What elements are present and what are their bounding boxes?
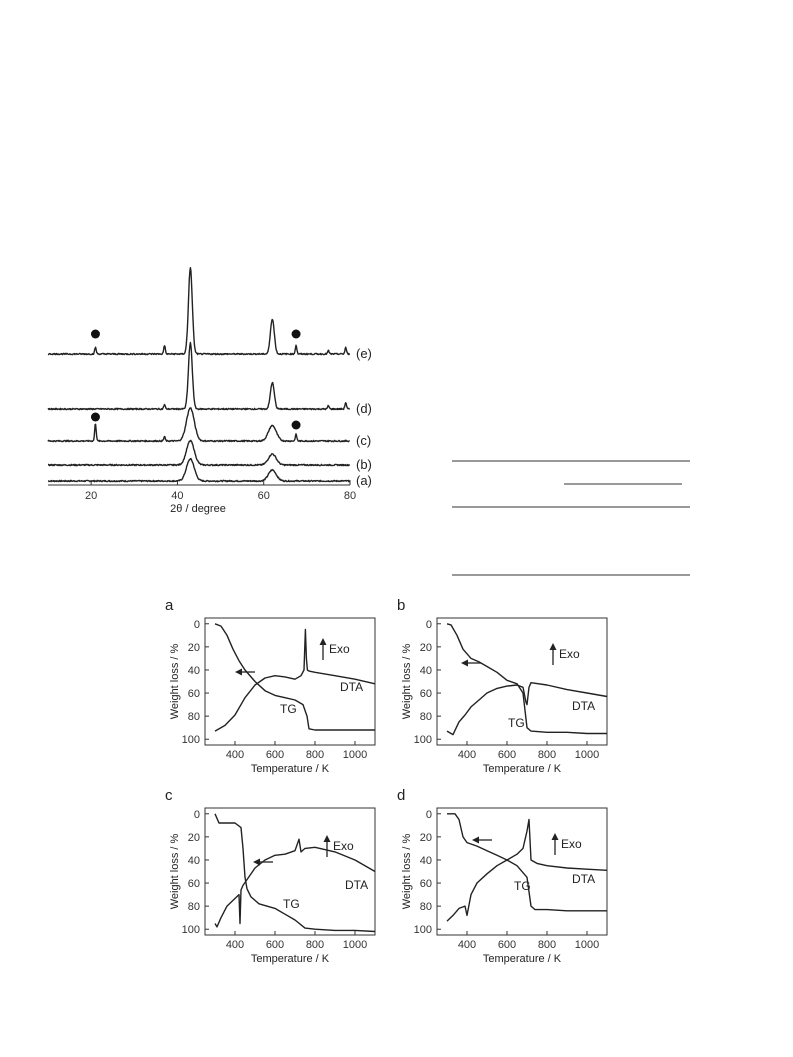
x-tick-label: 400 [457, 939, 477, 951]
xrd-traces [48, 268, 350, 482]
y-tick-label: 20 [419, 831, 432, 844]
thermal-panel-c [165, 787, 375, 965]
y-tick-label: 40 [187, 664, 200, 677]
y-tick-label: 60 [187, 878, 200, 891]
arrow-head-icon [550, 643, 557, 650]
dta-label: DTA [572, 699, 596, 713]
x-tick-label: 1000 [342, 749, 368, 761]
thermal-panel-d [397, 787, 607, 965]
x-tick-label: 600 [265, 749, 285, 761]
arrow-head-icon [253, 859, 260, 866]
x-tick-label: 600 [265, 939, 285, 951]
x-tick-label: 800 [305, 939, 325, 951]
x-axis-title: Temperature / K [250, 953, 330, 965]
y-tick-label: 20 [419, 641, 432, 654]
tg-label: TG [514, 879, 531, 893]
y-axis-title: Weight loss / % [169, 833, 181, 910]
y-axis-title: Weight loss / % [401, 643, 413, 720]
xrd-trace-label: (a) [356, 473, 372, 488]
xrd-x-tick-label: 60 [257, 490, 270, 502]
arrow-head-icon [472, 837, 479, 844]
y-tick-label: 100 [181, 924, 200, 937]
impurity-marker-icon [292, 330, 301, 339]
tg-curve [447, 624, 607, 734]
x-tick-label: 400 [225, 939, 245, 951]
thermal-panel-b [397, 597, 607, 775]
x-axis-title: Temperature / K [482, 953, 562, 965]
dta-label: DTA [345, 878, 369, 892]
xrd-trace-label: (c) [356, 433, 372, 448]
x-tick-label: 800 [305, 749, 325, 761]
xrd-x-tick-label: 40 [171, 490, 184, 502]
y-axis-title: Weight loss / % [169, 643, 181, 720]
xrd-x-title: 2θ / degree [170, 503, 226, 515]
arrow-head-icon [235, 669, 242, 676]
x-tick-label: 800 [537, 749, 557, 761]
y-tick-label: 40 [187, 854, 200, 867]
arrow-head-icon [320, 638, 327, 645]
xrd-trace-b [48, 440, 350, 465]
xrd-trace-d [48, 343, 350, 410]
exo-label: Exo [561, 837, 582, 851]
impurity-marker-icon [292, 421, 301, 430]
panel-label: a [165, 597, 174, 614]
y-tick-label: 80 [419, 711, 432, 724]
y-tick-label: 100 [181, 734, 200, 747]
tg-label: TG [508, 716, 525, 730]
y-tick-label: 100 [413, 924, 432, 937]
y-tick-label: 40 [419, 664, 432, 677]
x-tick-label: 400 [457, 749, 477, 761]
panel-label: c [165, 787, 173, 804]
arrow-head-icon [461, 660, 468, 667]
x-tick-label: 400 [225, 749, 245, 761]
exo-label: Exo [333, 839, 354, 853]
panel-label: b [397, 597, 406, 614]
y-tick-label: 80 [419, 901, 432, 914]
y-tick-label: 0 [193, 618, 200, 631]
y-tick-label: 20 [187, 641, 200, 654]
y-tick-label: 100 [413, 734, 432, 747]
y-tick-label: 0 [193, 808, 200, 821]
y-tick-label: 80 [187, 711, 200, 724]
x-axis-title: Temperature / K [250, 763, 330, 775]
exo-label: Exo [559, 647, 580, 661]
x-tick-label: 1000 [342, 939, 368, 951]
x-tick-label: 800 [537, 939, 557, 951]
y-tick-label: 0 [425, 808, 432, 821]
xrd-trace-e [48, 268, 350, 355]
tg-label: TG [283, 897, 300, 911]
y-tick-label: 20 [187, 831, 200, 844]
x-tick-label: 600 [497, 749, 517, 761]
panel-label: d [397, 787, 406, 804]
y-tick-label: 60 [419, 688, 432, 701]
tg-label: TG [280, 702, 297, 716]
arrow-head-icon [552, 833, 559, 840]
plot-frame [205, 808, 375, 935]
xrd-x-tick-label: 80 [343, 490, 357, 502]
xrd-x-tick-label: 20 [85, 490, 98, 502]
xrd-x-ticks [85, 480, 356, 502]
y-tick-label: 60 [187, 688, 200, 701]
y-tick-label: 0 [425, 618, 432, 631]
xrd-trace-label: (e) [356, 346, 372, 361]
xrd-chart [48, 268, 372, 515]
x-tick-label: 1000 [574, 749, 600, 761]
x-tick-label: 600 [497, 939, 517, 951]
xrd-trace-label: (d) [356, 401, 372, 416]
exo-label: Exo [329, 642, 350, 656]
y-tick-label: 60 [419, 878, 432, 891]
dta-label: DTA [340, 680, 364, 694]
xrd-trace-labels [356, 346, 372, 488]
impurity-marker-icon [91, 330, 100, 339]
y-tick-label: 40 [419, 854, 432, 867]
arrow-head-icon [324, 835, 331, 842]
dta-label: DTA [572, 872, 596, 886]
xrd-trace-c [48, 408, 350, 442]
table-rules [452, 461, 690, 575]
y-axis-title: Weight loss / % [401, 833, 413, 910]
x-axis-title: Temperature / K [482, 763, 562, 775]
x-tick-label: 1000 [574, 939, 600, 951]
xrd-trace-label: (b) [356, 457, 372, 472]
impurity-marker-icon [91, 413, 100, 422]
dta-curve [447, 820, 607, 922]
thermal-panels [165, 597, 607, 965]
y-tick-label: 80 [187, 901, 200, 914]
thermal-panel-a [165, 597, 375, 775]
